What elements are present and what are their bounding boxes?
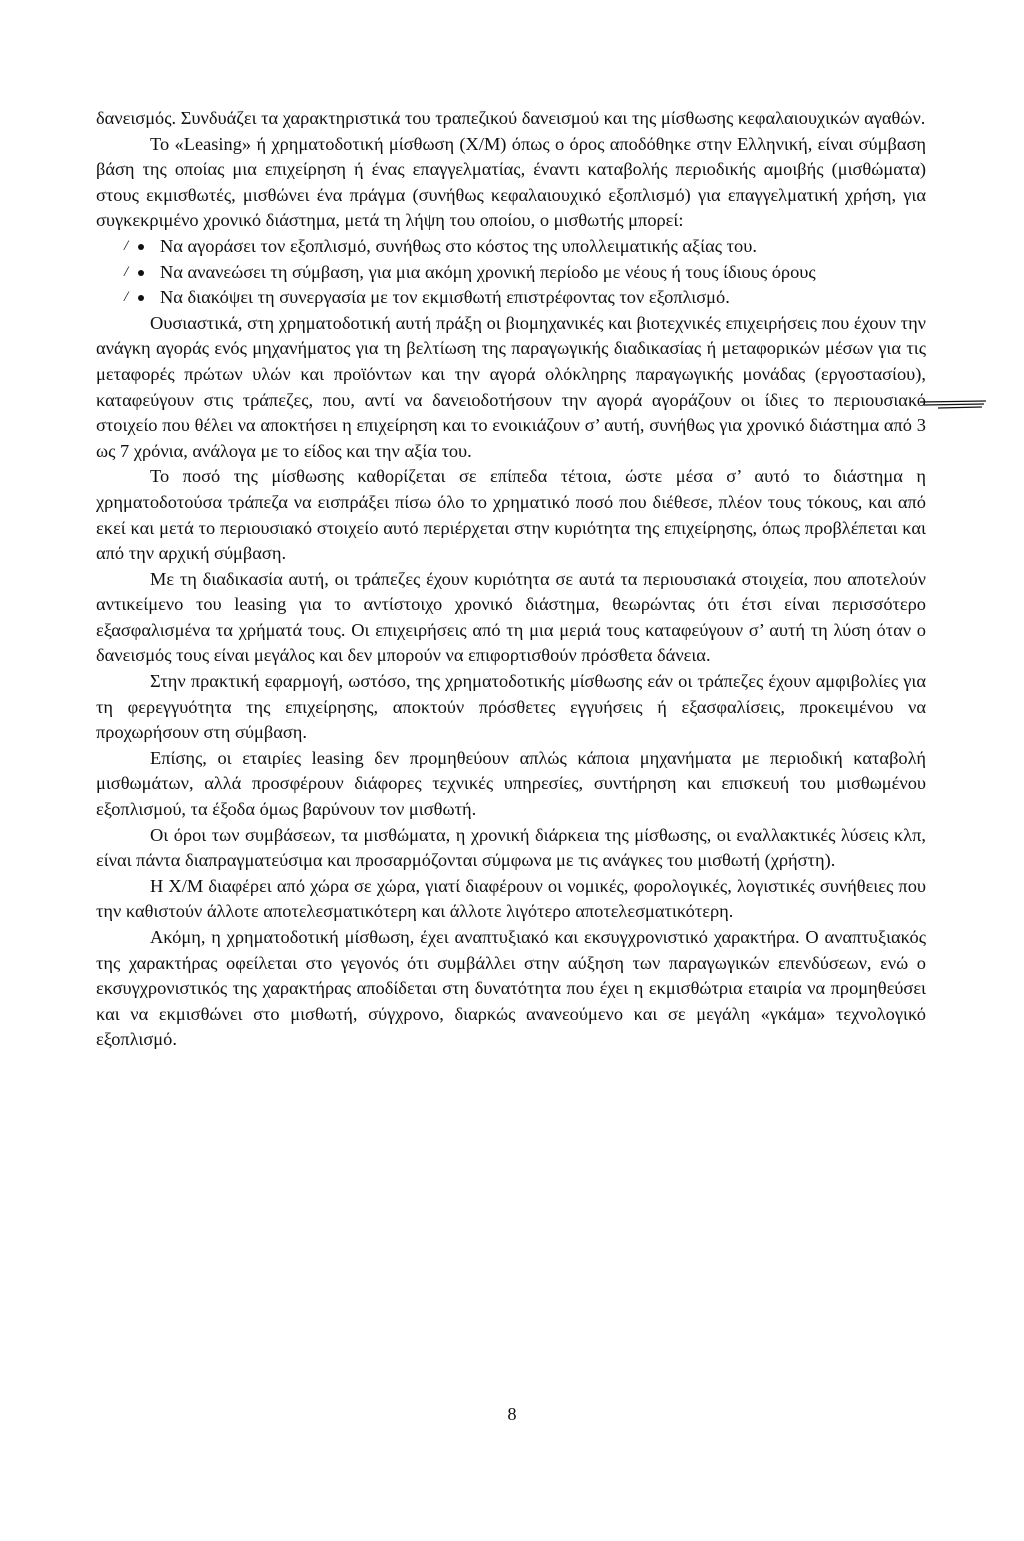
paragraph-2: Ουσιαστικά, στη χρηματοδοτική αυτή πράξη οι βιομηχανικές και βιοτεχνικές επιχειρήσεις που έχουν την ανάγκη αγοράς ενός μηχανήματος για τη βελτίωση της παραγωγικής διαδικασίας ή μεταφορικών μέσων για τις μεταφορές πρώτων υλών και προϊόντων και την αγορά ολόκληρης παραγωγικής μονάδας (εργοστασίου), καταφεύγουν στις τράπεζες, που, αντί να δανειοδοτήσουν την αγορά αγοράζουν οι ίδιες το περιουσιακό στοιχείο που θέλει να αποκτήσει η επιχείρηση και το ενοικιάζουν σ’ αυτή, συνήθως για χρονικό διάστημα από 3 ως 7 χρόνια, ανάλογα με το είδος και την αξία του. (96, 312, 926, 461)
bullet-dot-icon (138, 295, 144, 301)
paragraph-0: δανεισμός. Συνδυάζει τα χαρακτηριστικά του τραπεζικού δανεισμού και της μίσθωσης κεφαλαιουχικών αγαθών. (96, 108, 926, 128)
paragraph-7: Οι όροι των συμβάσεων, τα μισθώματα, η χρονική διάρκεια της μίσθωσης, οι εναλλακτικές λύσεις κλπ, είναι πάντα διαπραγματεύσιμα και προσαρμόζονται σύμφωνα με τις ανάγκες του μισθωτή (χρήστη). (96, 824, 926, 871)
paragraph-4: Με τη διαδικασία αυτή, οι τράπεζες έχουν κυριότητα σε αυτά τα περιουσιακά στοιχεία, που αποτελούν αντικείμενο του leasing για το αντίστοιχο χρονικό διάστημα, θεωρώντας ότι έτσι είναι περισσότερο εξασφαλισμένα τα χρήματά τους. Οι επιχειρήσεις από τη μια μεριά τους καταφεύγουν σ’ αυτή τη λύση όταν ο δανεισμός τους είναι μεγάλος και δεν μπορούν να επιφορτισθούν πρόσθετα δάνεια. (96, 568, 926, 666)
paragraph-5: Στην πρακτική εφαρμογή, ωστόσο, της χρηματοδοτικής μίσθωσης εάν οι τράπεζες έχουν αμφιβολίες για τη φερεγγυότητα της επιχείρησης, αποκτούν πρόσθετες εγγυήσεις ή εξασφαλίσεις, προκειμένου να προχωρήσουν στη σύμβαση. (96, 671, 926, 743)
handwritten-tick-mark: / (124, 237, 129, 254)
bullet-dot-icon (138, 244, 144, 250)
bullet-item-1 (124, 260, 926, 286)
body-text (96, 106, 926, 1053)
bullet-list (96, 234, 926, 311)
bullet-item-0 (124, 234, 926, 260)
paragraph-9: Ακόμη, η χρηματοδοτική μίσθωση, έχει αναπτυξιακό και εκσυγχρονιστικό χαρακτήρα. Ο αναπτυξιακός της χαρακτήρας οφείλεται στο γεγονός ότι συμβάλλει στην αύξηση των παραγωγικών επενδύσεων, ενώ ο εκσυγχρονιστικός της χαρακτήρας αποδίδεται στη δυνατότητα που έχει η εκμισθώτρια εταιρία να προμηθεύσει και να εκμισθώνει στο μισθωτή, σύγχρονο, διαρκώς ανανεούμενο και σε μεγάλη «γκάμα» τεχνολογικό εξοπλισμό. (96, 927, 926, 1050)
bullet-item-2 (124, 285, 926, 311)
bullet-text-0: Να αγοράσει τον εξοπλισμό, συνήθως στο κόστος της υπολλειματικής αξίας του. (160, 235, 757, 256)
handwritten-scribble-mark (918, 398, 988, 410)
paragraph-6: Επίσης, οι εταιρίες leasing δεν προμηθεύουν απλώς κάποια μηχανήματα με περιοδική καταβολή μισθωμάτων, αλλά προσφέρουν διάφορες τεχνικές υπηρεσίες, συντήρηση και επισκευή του μισθωμένου εξοπλισμού, τα έξοδα όμως βαρύνουν τον μισθωτή. (96, 747, 926, 820)
bullet-dot-icon (138, 270, 144, 276)
bullet-text-1: Να ανανεώσει τη σύμβαση, για μια ακόμη χρονική περίοδο με νέους ή τους ίδιους όρους (160, 261, 816, 282)
bullet-text-2: Να διακόψει τη συνεργασία με τον εκμισθωτή επιστρέφοντας τον εξοπλισμό. (160, 287, 730, 308)
handwritten-tick-mark: / (124, 263, 129, 280)
paragraph-8: Η Χ/Μ διαφέρει από χώρα σε χώρα, γιατί διαφέρουν οι νομικές, φορολογικές, λογιστικές συνήθειες που την καθιστούν άλλοτε αποτελεσματικότερη και άλλοτε λιγότερο αποτελεσματικότερη. (96, 875, 926, 922)
page-number: 8 (507, 1404, 517, 1424)
handwritten-tick-mark: / (124, 289, 129, 306)
paragraph-1: Το «Leasing» ή χρηματοδοτική μίσθωση (Χ/Μ) όπως ο όρος αποδόθηκε στην Ελληνική, είναι σύμβαση βάση της οποίας μια επιχείρηση ή ένας επαγγελματίας, έναντι καταβολής περιοδικής αμοιβής (μισθώματα) στους εκμισθωτές, μισθώνει ένα πράγμα (συνήθως κεφαλαιουχικό εξοπλισμό) για επαγγελματική χρήση, για συγκεκριμένο χρονικό διάστημα, μετά τη λήψη του οποίου, ο μισθωτής μπορεί: (96, 133, 926, 231)
paragraph-3: Το ποσό της μίσθωσης καθορίζεται σε επίπεδα τέτοια, ώστε μέσα σ’ αυτό το διάστημα η χρηματοδοτούσα τράπεζα να εισπράξει πίσω όλο το χρηματικό ποσό που διέθεσε, πλέον τους τόκους, και από εκεί και μετά το περιουσιακό στοιχείο αυτό περιέρχεται στην κυριότητα της επιχείρησης, όπως προβλέπεται και από την αρχική σύμβαση. (96, 466, 926, 564)
